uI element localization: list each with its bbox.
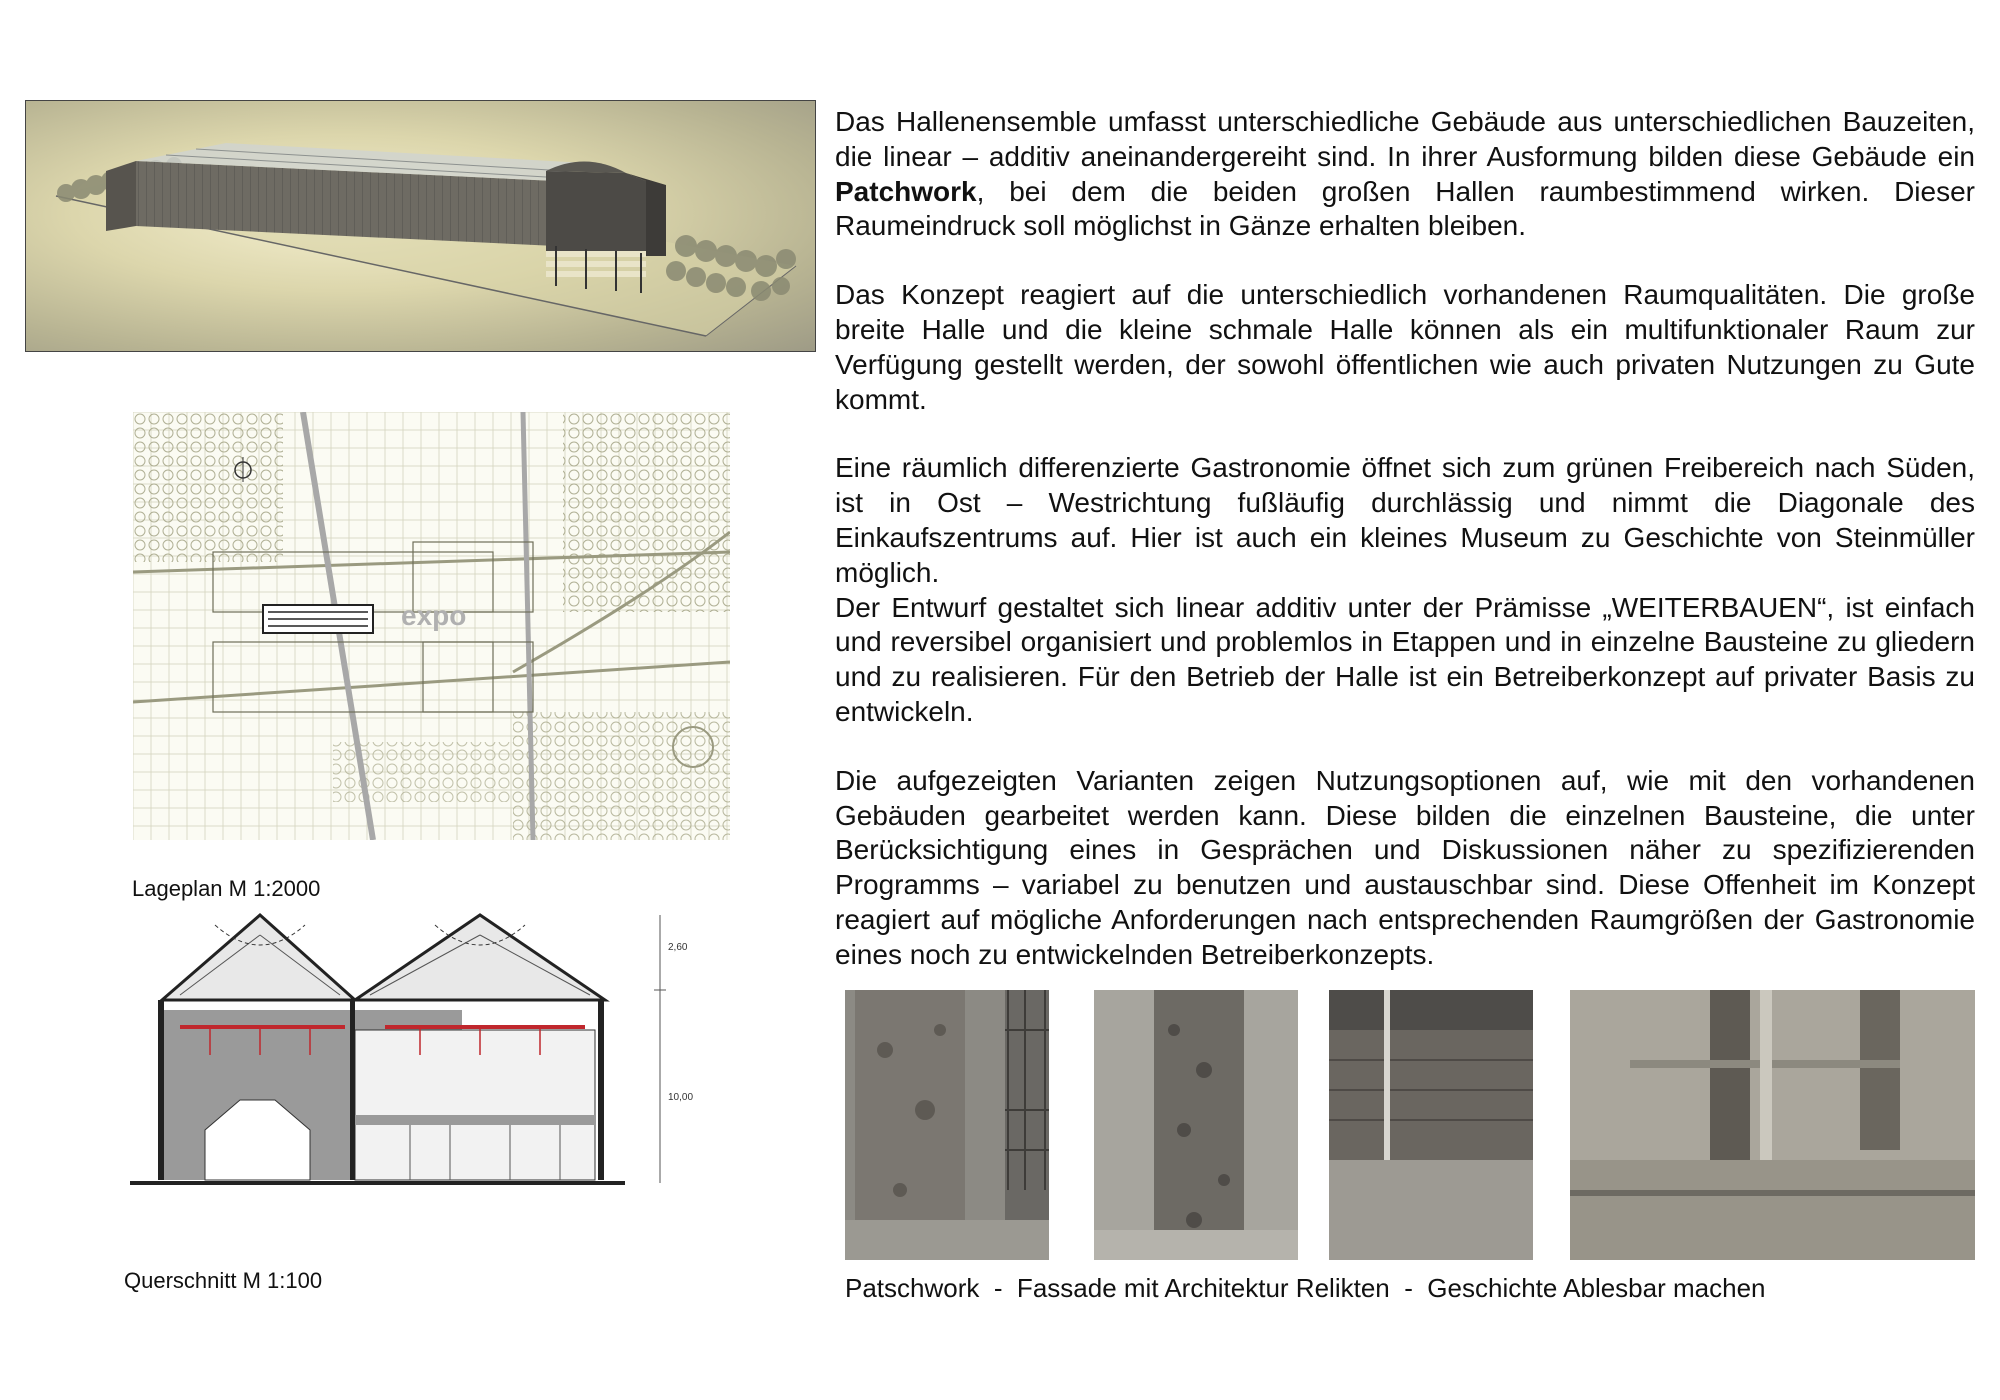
expo-label: expo	[401, 600, 467, 631]
paragraph-3: Eine räumlich differenzierte Gastronomie öffnet sich zum grünen Freibereich nach Süden, ist in Ost – Westrichtung fußläufig durchlässig und nimmt die Diagonale des Einkaufszentrums auf. Hier ist auch ein kleines Museum zu Geschichte von Steinmüller möglich.	[835, 452, 1975, 588]
hall-rendering	[25, 100, 816, 352]
description-text	[835, 105, 1975, 1007]
dim-top: 2,60	[668, 942, 688, 953]
photos-caption: Patschwork - Fassade mit Architektur Relikten - Geschichte Ablesbar machen	[845, 1273, 1766, 1303]
siteplan-caption: Lageplan M 1:2000	[132, 876, 321, 901]
facade-photo-4	[1570, 990, 1975, 1260]
paragraph-2: Das Konzept reagiert auf die unterschiedlich vorhandenen Raumqualitäten. Die große breite Halle und die kleine schmale Halle können als ein multifunktionaler Raum zur Verfügung gestellt werden, der sowohl öffentlichen wie auch privaten Nutzungen zu Gute kommt.	[835, 279, 1975, 415]
facade-photo-2	[1094, 990, 1298, 1260]
dim-height: 10,00	[668, 1092, 694, 1103]
paragraph-4: Der Entwurf gestaltet sich linear additiv unter der Prämisse „WEITERBAUEN“, ist einfach und reversibel organisiert und problemlos in Etappen und in einzelne Bausteine zu gliedern und zu realisieren. Für den Betrieb der Halle ist ein Betreiberkonzept auf privater Basis zu entwickeln.	[835, 591, 1975, 727]
paragraph-5: Die aufgezeigten Varianten zeigen Nutzungsoptionen auf, wie mit den vorhandenen Gebäuden gearbeitet werden kann. Diese bilden die einzelnen Bausteine, die unter Berücksichtigung eines in Gesprächen und Diskussionen näher zu spezifizierenden Programms – variabel zu benutzen und austauschbar sind. Diese Offenheit im Konzept reagiert auf mögliche Anforderungen nach entsprechenden Raumgrößen der Gastronomie eines noch zu entwickelnden Betreiberkonzepts.	[835, 764, 1975, 970]
cross-section	[120, 905, 760, 1235]
paragraph-1: Das Hallenensemble umfasst unterschiedliche Gebäude aus unterschiedlichen Bauzeiten, die linear – additiv aneinandergereiht sind. In ihrer Ausformung bilden diese Gebäude ein Patchwork, bei dem die beiden großen Hallen raumbestimmend wirken. Dieser Raumeindruck soll möglichst in Gänze erhalten bleiben.	[835, 106, 1975, 242]
site-plan	[133, 412, 730, 840]
facade-photo-1	[845, 990, 1049, 1260]
section-caption: Querschnitt M 1:100	[124, 1268, 323, 1293]
facade-photo-3	[1329, 990, 1533, 1260]
